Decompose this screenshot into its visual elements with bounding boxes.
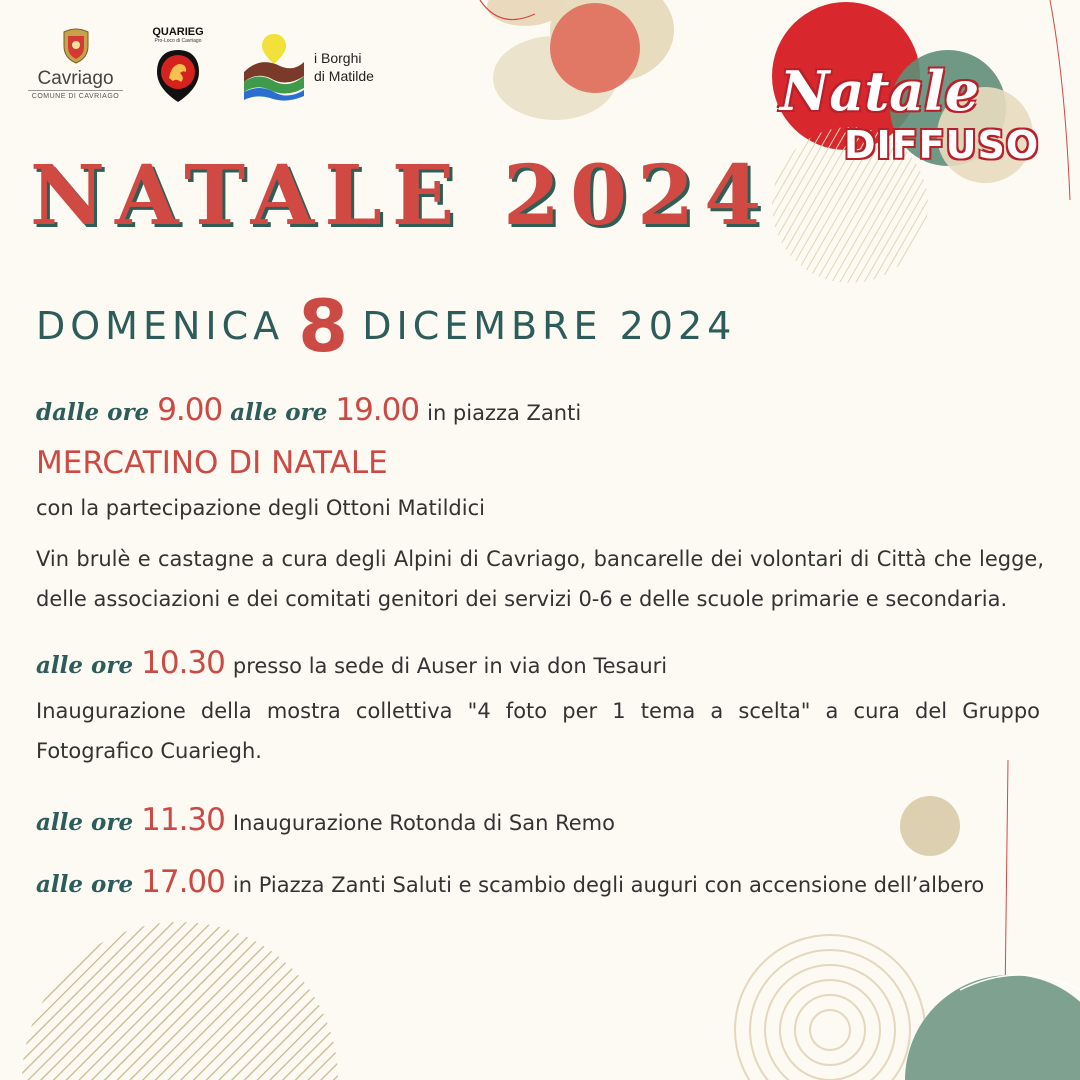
borghi-line2: di Matilde bbox=[314, 68, 374, 84]
natale-diffuso-word1: Natale bbox=[780, 59, 980, 123]
event-1-prefix-b: alle ore bbox=[230, 399, 328, 426]
event-4-time-row bbox=[36, 864, 992, 900]
salmon-circle bbox=[550, 3, 640, 93]
crest-icon bbox=[61, 26, 91, 64]
striped-circle-bottom bbox=[22, 922, 338, 1080]
hills-pin-icon bbox=[240, 32, 308, 102]
event-4-prefix: alle ore bbox=[36, 871, 134, 898]
cavriago-name: Cavriago bbox=[37, 68, 114, 89]
event-2-time: 10.30 bbox=[141, 645, 225, 681]
event-4-location: in Piazza Zanti Saluti e scambio degli auguri con accensione dell’albero bbox=[232, 873, 985, 897]
borghi-logo bbox=[240, 32, 374, 102]
cavriago-logo bbox=[28, 26, 123, 100]
small-beige-circle bbox=[900, 796, 960, 856]
event-1-time-row bbox=[36, 392, 589, 428]
event-2-description: Inaugurazione della mostra collettiva "4 foto per 1 tema a scelta" a cura del Gruppo Fotografico Cuariegh. bbox=[36, 699, 1040, 763]
date-line bbox=[36, 284, 737, 368]
event-1-description: Vin brulè e castagne a cura degli Alpini di Cavriago, bancarelle dei volontari di Città che legge, delle associazioni e dei comitati genitori dei servizi 0-6 e delle scuole primarie e secondaria. bbox=[36, 547, 1044, 611]
event-3-time: 11.30 bbox=[141, 802, 225, 838]
concentric-circles bbox=[735, 935, 925, 1080]
lion-badge-icon bbox=[155, 48, 201, 104]
date-day-name: DOMENICA bbox=[36, 304, 285, 348]
quarieg-name: QUARIEG bbox=[152, 26, 204, 38]
natale-diffuso-word2: DIFFUSO bbox=[844, 123, 1040, 167]
natale-diffuso-badge bbox=[770, 59, 1060, 167]
event-3-prefix: alle ore bbox=[36, 809, 134, 836]
date-month-year: DICEMBRE 2024 bbox=[362, 304, 737, 348]
event-2-location: presso la sede di Auser in via don Tesauri bbox=[232, 654, 668, 678]
event-4-time: 17.00 bbox=[141, 864, 225, 900]
cavriago-subtitle: COMUNE DI CAVRIAGO bbox=[28, 90, 123, 100]
event-2-time-row bbox=[36, 645, 675, 681]
event-2-prefix: alle ore bbox=[36, 652, 134, 679]
event-1-time-start: 9.00 bbox=[157, 392, 223, 428]
date-day-number: 8 bbox=[298, 284, 349, 368]
event-1-heading: MERCATINO DI NATALE bbox=[36, 445, 388, 481]
event-1-location: in piazza Zanti bbox=[427, 401, 582, 425]
event-3-location: Inaugurazione Rotonda di San Remo bbox=[232, 811, 615, 835]
quarieg-logo bbox=[142, 26, 214, 104]
borghi-line1: i Borghi bbox=[314, 50, 362, 66]
page-title: NATALE 2024 bbox=[30, 148, 772, 244]
quarieg-subtitle: Pro-Loco di Cavriago bbox=[154, 38, 202, 44]
sage-circle-bottom bbox=[905, 975, 1080, 1080]
event-1-time-end: 19.00 bbox=[335, 392, 420, 428]
event-1-subtitle: con la partecipazione degli Ottoni Matildici bbox=[36, 496, 485, 520]
event-3-time-row bbox=[36, 802, 623, 838]
event-1-prefix-a: dalle ore bbox=[36, 399, 150, 426]
